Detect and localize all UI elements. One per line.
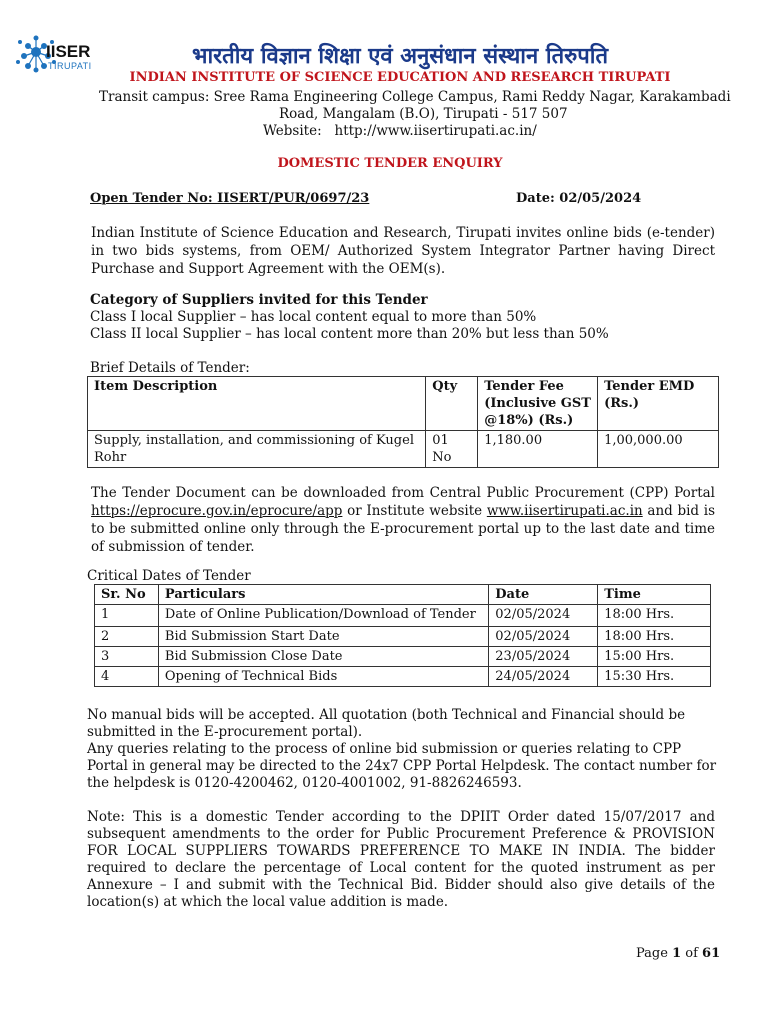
open-tender-number: Open Tender No: IISERT/PUR/0697/23 bbox=[90, 191, 370, 206]
date: 02/05/2024 bbox=[489, 627, 598, 647]
sr-no: 4 bbox=[95, 667, 159, 687]
header-qty: Qty bbox=[426, 377, 478, 431]
time: 15:00 Hrs. bbox=[598, 647, 711, 667]
page-number bbox=[636, 946, 720, 961]
address-line-1: Transit campus: Sree Rama Engineering College Campus, Rami Reddy Nagar, Karakambadi bbox=[99, 89, 731, 105]
header-tender-fee: Tender Fee (Inclusive GST @18%) (Rs.) bbox=[478, 377, 598, 431]
total-pages: 61 bbox=[702, 946, 721, 961]
institute-name: INDIAN INSTITUTE OF SCIENCE EDUCATION AND RESEARCH TIRUPATI bbox=[129, 70, 671, 85]
logo-subtext: TIRUPATI bbox=[48, 61, 92, 71]
institute-website-link[interactable]: www.iisertirupati.ac.in bbox=[486, 503, 643, 519]
header-particulars: Particulars bbox=[158, 585, 488, 605]
class-1-supplier: Class I local Supplier – has local content equal to more than 50% bbox=[90, 309, 537, 325]
time: 18:00 Hrs. bbox=[598, 605, 711, 627]
download-text-2: or Institute website bbox=[342, 503, 487, 519]
particulars: Bid Submission Close Date bbox=[158, 647, 488, 667]
iiser-logo bbox=[14, 28, 114, 88]
time: 15:30 Hrs. bbox=[598, 667, 711, 687]
brief-heading: Brief Details of Tender: bbox=[90, 360, 250, 376]
header-item-description: Item Description bbox=[88, 377, 426, 431]
current-page: 1 bbox=[672, 946, 682, 961]
address-line-2: Road, Mangalam (B.O), Tirupati - 517 507 bbox=[279, 106, 568, 122]
critical-dates-table bbox=[94, 584, 711, 687]
domestic-tender-note: Note: This is a domestic Tender according to the DPIIT Order dated 15/07/2017 and subsequent amendments to the order for Public Procurement Preference & PROVISION FOR LOCAL SUPPLIERS TOWARDS PREFERENCE TO MAKE IN INDIA. The bidder required to declare the percentage of Local content for the quoted instrument as per Annexure – I and submit with the Technical Bid. Bidder should also give details of the location(s) at which the local value addition is made. bbox=[87, 809, 715, 910]
table-row bbox=[95, 647, 711, 667]
intro-paragraph: Indian Institute of Science Education and Research, Tirupati invites online bids (e-tender) in two bids systems, from OEM/ Authorized System Integrator Partner having Direct Purchase and Support Agreement with the OEM(s). bbox=[91, 225, 715, 277]
critical-dates-heading: Critical Dates of Tender bbox=[87, 568, 251, 584]
item-description: Supply, installation, and commissioning of Kugel Rohr bbox=[88, 431, 426, 468]
of-label: of bbox=[685, 946, 698, 961]
table-row bbox=[95, 627, 711, 647]
table-header-row bbox=[88, 377, 719, 431]
website-line bbox=[263, 123, 537, 140]
date: 02/05/2024 bbox=[489, 605, 598, 627]
download-text-1: The Tender Document can be downloaded from Central Public Procurement (CPP) Portal bbox=[91, 485, 715, 501]
helpdesk-note: Any queries relating to the process of online bid submission or queries relating to CPP Portal in general may be directed to the 24x7 CPP Portal Helpdesk. The contact number for the helpdesk is 0120-4200462, 0120-4001002, 91-8826246593. bbox=[87, 741, 717, 791]
sr-no: 1 bbox=[95, 605, 159, 627]
particulars: Opening of Technical Bids bbox=[158, 667, 488, 687]
item-tender-fee: 1,180.00 bbox=[478, 431, 598, 468]
hindi-title: भारतीय विज्ञान शिक्षा एवं अनुसंधान संस्थान तिरुपति bbox=[192, 44, 608, 69]
header-sr-no: Sr. No bbox=[95, 585, 159, 605]
tender-heading: DOMESTIC TENDER ENQUIRY bbox=[277, 156, 503, 171]
website-link[interactable]: http://www.iisertirupati.ac.in/ bbox=[334, 123, 537, 139]
particulars: Bid Submission Start Date bbox=[158, 627, 488, 647]
particulars: Date of Online Publication/Download of Tender bbox=[158, 605, 488, 627]
download-text-3: and bid is to be submitted online only through the E-procurement portal up to the last date and time of submission of tender. bbox=[91, 503, 715, 555]
category-heading: Category of Suppliers invited for this Tender bbox=[90, 292, 428, 308]
website-label: Website: bbox=[263, 123, 322, 139]
table-row bbox=[95, 667, 711, 687]
table-row bbox=[88, 431, 719, 468]
download-paragraph bbox=[91, 484, 715, 556]
sr-no: 2 bbox=[95, 627, 159, 647]
header-date: Date bbox=[489, 585, 598, 605]
table-row bbox=[95, 605, 711, 627]
date: 23/05/2024 bbox=[489, 647, 598, 667]
table-header-row bbox=[95, 585, 711, 605]
brief-details-table bbox=[87, 376, 719, 468]
logo-text: IISER bbox=[46, 42, 91, 61]
header-tender-emd: Tender EMD (Rs.) bbox=[598, 377, 719, 431]
page-label: Page bbox=[636, 946, 668, 961]
item-tender-emd: 1,00,000.00 bbox=[598, 431, 719, 468]
class-2-supplier: Class II local Supplier – has local content more than 20% but less than 50% bbox=[90, 326, 609, 342]
time: 18:00 Hrs. bbox=[598, 627, 711, 647]
tender-date: Date: 02/05/2024 bbox=[516, 191, 642, 206]
date: 24/05/2024 bbox=[489, 667, 598, 687]
no-manual-bids-note: No manual bids will be accepted. All quotation (both Technical and Financial should be submitted in the E-procurement portal). bbox=[87, 707, 686, 740]
cpp-portal-link[interactable]: https://eprocure.gov.in/eprocure/app bbox=[91, 503, 343, 519]
sr-no: 3 bbox=[95, 647, 159, 667]
header-time: Time bbox=[598, 585, 711, 605]
item-qty: 01 No bbox=[426, 431, 478, 468]
